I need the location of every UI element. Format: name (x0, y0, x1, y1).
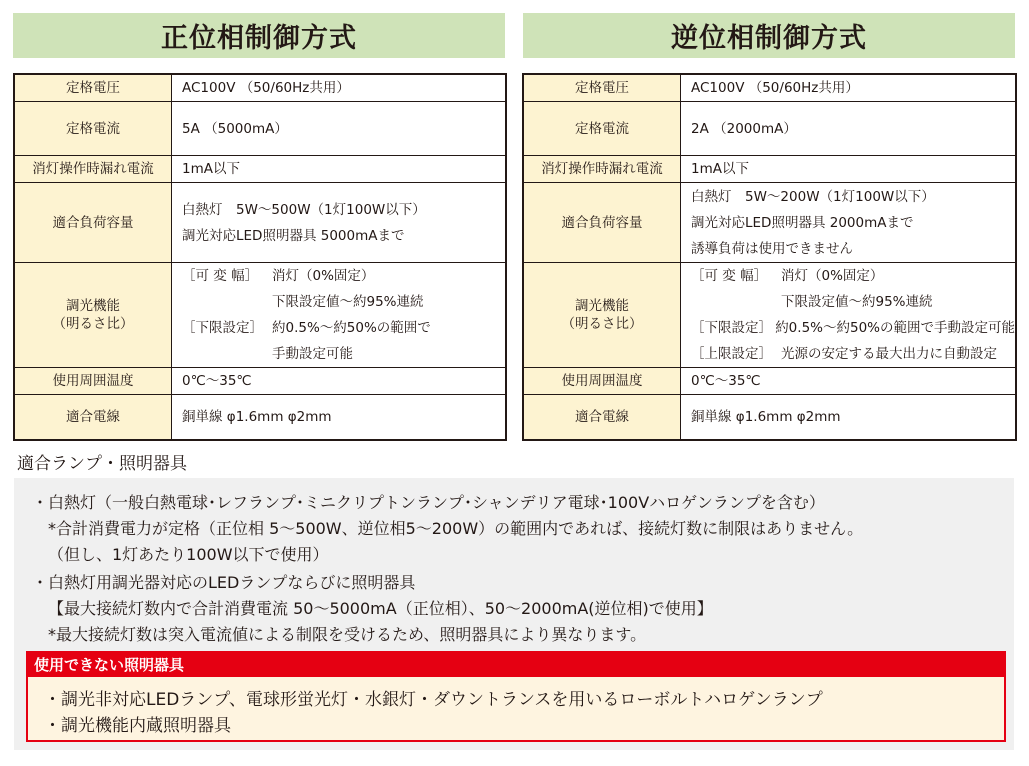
dimming-row (691, 341, 1015, 367)
rated-voltage-label: 定格電圧 (523, 74, 681, 102)
dimming-row (691, 263, 1015, 289)
unusable-fixtures-title: 使用できない照明器具 (28, 653, 1004, 677)
dimming-text: 下限設定値～約95%連続 (781, 294, 933, 310)
load-line: 白熱灯 5W～500W（1灯100W以下） (182, 201, 426, 218)
rated-current-label: 定格電流 (14, 102, 172, 156)
leak-current-label: 消灯操作時漏れ電流 (523, 156, 681, 183)
table-row (14, 183, 506, 263)
table-row (523, 156, 1016, 183)
wire-label: 適合電線 (523, 395, 681, 440)
table-row (14, 368, 506, 395)
rated-voltage-value: AC100V （50/60Hz共用） (172, 74, 507, 102)
leak-current-value: 1mA以下 (172, 156, 507, 183)
dimming-value (172, 263, 507, 368)
dimming-text: 下限設定値～約95%連続 (272, 294, 424, 310)
note-line: 【最大接続灯数内で合計消費電流 50～5000mA（正位相）、50～2000mA(逆位相)で使用】 (48, 599, 713, 618)
compatible-lamps-title: 適合ランプ・照明器具 (17, 454, 187, 474)
rated-voltage-value: AC100V （50/60Hz共用） (681, 74, 1017, 102)
dimming-label-line2: （明るさ比） (561, 316, 643, 332)
wire-label: 適合電線 (14, 395, 172, 440)
dimming-text: 消灯（0%固定） (272, 268, 375, 284)
dimming-row (182, 263, 505, 289)
dimming-label-line2: （明るさ比） (52, 316, 134, 332)
note-line: ・白熱灯（一般白熱電球･レフランプ･ミニクリプトンランプ･シャンデリア電球･100Vハロゲンランプを含む） (32, 493, 825, 512)
table-row (14, 74, 506, 102)
note-line: *最大接続灯数は突入電流値による制限を受けるため、照明器具により異なります。 (48, 625, 647, 644)
temperature-label: 使用周囲温度 (523, 368, 681, 395)
dimming-tag: ［上限設定］ (691, 346, 772, 362)
load-capacity-label: 適合負荷容量 (14, 183, 172, 263)
dimming-tag (182, 289, 272, 315)
load-line: 誘導負荷は使用できません (691, 240, 853, 257)
dimming-tag: ［下限設定］ (691, 320, 772, 336)
table-row (523, 395, 1016, 440)
dimming-label (14, 263, 172, 368)
table-row (14, 263, 506, 368)
table-row (523, 368, 1016, 395)
load-line: 白熱灯 5W～200W（1灯100W以下） (691, 188, 935, 205)
dimming-value (681, 263, 1017, 368)
dimming-text: 約0.5%～約50%の範囲で (272, 320, 431, 336)
rated-current-value: 5A （5000mA） (172, 102, 507, 156)
unusable-line: ・調光非対応LEDランプ、電球形蛍光灯・水銀灯・ダウントランスを用いるローボルトハロゲンランプ (44, 690, 823, 710)
leak-current-value: 1mA以下 (681, 156, 1017, 183)
table-row (523, 183, 1016, 263)
load-capacity-label: 適合負荷容量 (523, 183, 681, 263)
dimming-label-line1: 調光機能 (66, 298, 120, 314)
forward-phase-header: 正位相制御方式 (13, 13, 505, 58)
dimming-tag (182, 341, 272, 367)
dimming-tag: ［下限設定］ (182, 320, 263, 336)
forward-phase-spec-table (13, 73, 507, 441)
dimming-row (691, 315, 1015, 341)
load-capacity-value (681, 183, 1017, 263)
dimming-row (182, 289, 505, 315)
temperature-value: 0℃～35℃ (681, 368, 1017, 395)
dimming-text: 光源の安定する最大出力に自動設定 (781, 346, 997, 362)
table-row (523, 102, 1016, 156)
temperature-value: 0℃～35℃ (172, 368, 507, 395)
note-line: *合計消費電力が定格（正位相 5～500W、逆位相5～200W）の範囲内であれば、接続灯数に制限はありません。 (48, 519, 864, 538)
table-row (14, 156, 506, 183)
dimming-label-line1: 調光機能 (575, 298, 629, 314)
load-line: 調光対応LED照明器具 2000mAまで (691, 214, 914, 231)
wire-value: 銅単線 φ1.6mm φ2mm (172, 395, 507, 440)
table-row (523, 263, 1016, 368)
wire-value: 銅単線 φ1.6mm φ2mm (681, 395, 1017, 440)
table-row (14, 395, 506, 440)
rated-current-value: 2A （2000mA） (681, 102, 1017, 156)
reverse-phase-header: 逆位相制御方式 (523, 13, 1015, 58)
rated-current-label: 定格電流 (523, 102, 681, 156)
dimming-label (523, 263, 681, 368)
dimming-row (182, 315, 505, 341)
temperature-label: 使用周囲温度 (14, 368, 172, 395)
note-line: （但し、1灯あたり100W以下で使用） (48, 545, 329, 564)
dimming-tag (691, 289, 781, 315)
dimming-row (182, 341, 505, 367)
dimming-text: 消灯（0%固定） (781, 268, 884, 284)
table-row (14, 102, 506, 156)
load-line: 調光対応LED照明器具 5000mAまで (182, 227, 405, 244)
dimming-tag: ［可 変 幅］ (182, 268, 259, 284)
dimming-tag: ［可 変 幅］ (691, 268, 768, 284)
dimming-row (691, 289, 1015, 315)
rated-voltage-label: 定格電圧 (14, 74, 172, 102)
dimming-text: 約0.5%～約50%の範囲で手動設定可能 (775, 320, 1015, 336)
load-capacity-value (172, 183, 507, 263)
dimming-text: 手動設定可能 (272, 346, 353, 362)
reverse-phase-spec-table (522, 73, 1017, 441)
note-line: ・白熱灯用調光器対応のLEDランプならびに照明器具 (32, 573, 416, 592)
unusable-line: ・調光機能内蔵照明器具 (44, 716, 231, 736)
unusable-fixtures-box (26, 651, 1006, 742)
leak-current-label: 消灯操作時漏れ電流 (14, 156, 172, 183)
table-row (523, 74, 1016, 102)
